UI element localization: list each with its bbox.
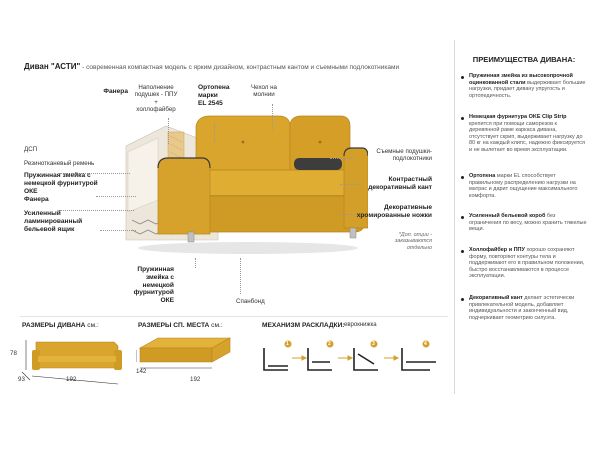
advantage-item-6 [469, 295, 587, 321]
mechanism-step-2: 2 [328, 341, 331, 347]
callout-ortopena-line1: Ортопена [198, 84, 230, 91]
mechanism-title: МЕХАНИЗМ РАСКЛАДКИ: [262, 322, 345, 329]
callout-remen: Резинотканевый ремень [24, 160, 95, 167]
sofa-sizes-label: РАЗМЕРЫ ДИВАНА [22, 322, 86, 329]
advantage-item-2 [469, 114, 587, 154]
advantage-bullet [461, 176, 464, 179]
sofa-sizes-unit: см.: [85, 322, 99, 329]
bottom-divider [20, 316, 448, 317]
sofa-depth: 93 [18, 376, 25, 383]
advantage-bullet [461, 76, 464, 79]
advantage-text: делает эстетически привлекательной модель, добавляет индивидуальности и законченный вид, подчеркивает геометрию силуэта. [469, 295, 575, 321]
callout-napolnenie: Наполнение подушек - ППУ + холлофайбер [134, 84, 178, 114]
sofa-width: 192 [66, 376, 77, 383]
product-title: Диван "АСТИ" [24, 62, 81, 71]
advantage-text: выдерживает большие нагрузки, придает дивану упругость и ортопедичность. [469, 79, 586, 99]
bed-depth: 142 [136, 368, 147, 375]
sofa-height: 78 [10, 350, 17, 357]
mechanism-step-3: 3 [372, 341, 375, 347]
advantage-item-5 [469, 247, 587, 280]
mechanism-step-1: 1 [286, 341, 289, 347]
bed-sizes-unit: см.: [209, 322, 223, 329]
product-subtitle: - современная компактная модель с ярким дизайном, контрастным кантом и съемными подлокотниками [80, 64, 400, 71]
callout-dsp: ДСП [24, 146, 38, 153]
leader-line-oke [96, 196, 136, 197]
sofa-illustration [118, 112, 368, 262]
bed-sizes-label: РАЗМЕРЫ СП. МЕСТА [138, 322, 210, 329]
advantage-bullet [461, 216, 464, 219]
advantage-item-1 [469, 73, 587, 99]
leader-line-napolnenie [168, 118, 169, 144]
advantage-head: Холлофайбер и ППУ [469, 247, 525, 253]
mechanism-step-4: 4 [424, 341, 427, 347]
header [24, 56, 444, 74]
mechanism-value: еврокнижка [344, 322, 377, 328]
sofa-size-diagram [20, 332, 130, 392]
callout-ortopena-line3: EL 2545 [198, 99, 223, 107]
callout-optsii: *Доп. опции - заказываются отдельно [394, 232, 432, 251]
leader-line-yashik [100, 230, 136, 231]
advantage-text: марки EL способствует правильному распределению нагрузки на матрас и дарит ощущение максимального комфорта. [469, 173, 578, 199]
advantage-text: хорошо сохраняют форму, повторяют контуры тела и поддерживают его в правильном положении, быстро восстанавливаются в процессе эксплуатации. [469, 247, 585, 280]
advantage-item-4 [469, 213, 587, 233]
callout-fanera-top: Фанера [103, 88, 128, 95]
advantage-text: без ограничения по весу, можно хранить тяжелые вещи. [469, 213, 587, 233]
callout-fanera-mid: Фанера [24, 196, 49, 203]
advantage-item-3 [469, 173, 587, 199]
advantage-head: Ортопена [469, 173, 496, 179]
advantage-head: Декоративный кант [469, 295, 523, 301]
callout-ortopena [198, 84, 242, 107]
callout-podushki: Съемные подушки-подлокотники [376, 148, 432, 163]
advantage-head: Пружинная змейка из высокопрочной оцинкованной стали [469, 73, 573, 86]
leader-line-zmeyka-bottom [195, 258, 196, 268]
callout-zmeyka-bottom: Пружинная змейка с немецкой фурнитурой ОКЕ [133, 266, 174, 305]
bed-sizes-title [138, 322, 223, 329]
advantages-panel [454, 40, 593, 394]
callout-kant: Контрастный декоративный кант [368, 176, 432, 191]
advantage-bullet [461, 250, 464, 253]
callout-ortopena-line2: марки [198, 91, 218, 99]
leader-line-spanbond [240, 258, 241, 294]
bed-width: 192 [190, 376, 201, 383]
bed-size-diagram [136, 332, 236, 382]
advantage-bullet [461, 117, 464, 120]
advantage-head: Немецкая фурнитура OKE Clip Strip [469, 114, 567, 120]
leader-line-chehol [272, 104, 273, 130]
advantage-bullet [461, 298, 464, 301]
callout-nozhki: Декоративные хромированные ножки [356, 204, 432, 219]
advantages-title: ПРЕИМУЩЕСТВА ДИВАНА: [472, 55, 576, 64]
advantage-text: крепится при помощи саморезов к деревянной раме каркаса дивана, отсутствует скрип, выдерживает нагрузку до 80 кг на каждый клипс, надежно фиксируется и не вылетает во время эксплуатации. [469, 120, 586, 153]
callout-chehol: Чехол на молнии [251, 84, 277, 99]
leader-line-ortopena [214, 124, 215, 142]
callout-yashik: Усиленный ламинированный бельевой ящик [24, 210, 83, 233]
advantage-head: Усиленный бельевой короб [469, 213, 546, 219]
callout-zmeyka-oke: Пружинная змейка с немецкой фурнитурой ОКЕ [24, 172, 98, 195]
sofa-sizes-title [22, 322, 99, 329]
callout-spanbond: Спанбонд [236, 298, 265, 305]
